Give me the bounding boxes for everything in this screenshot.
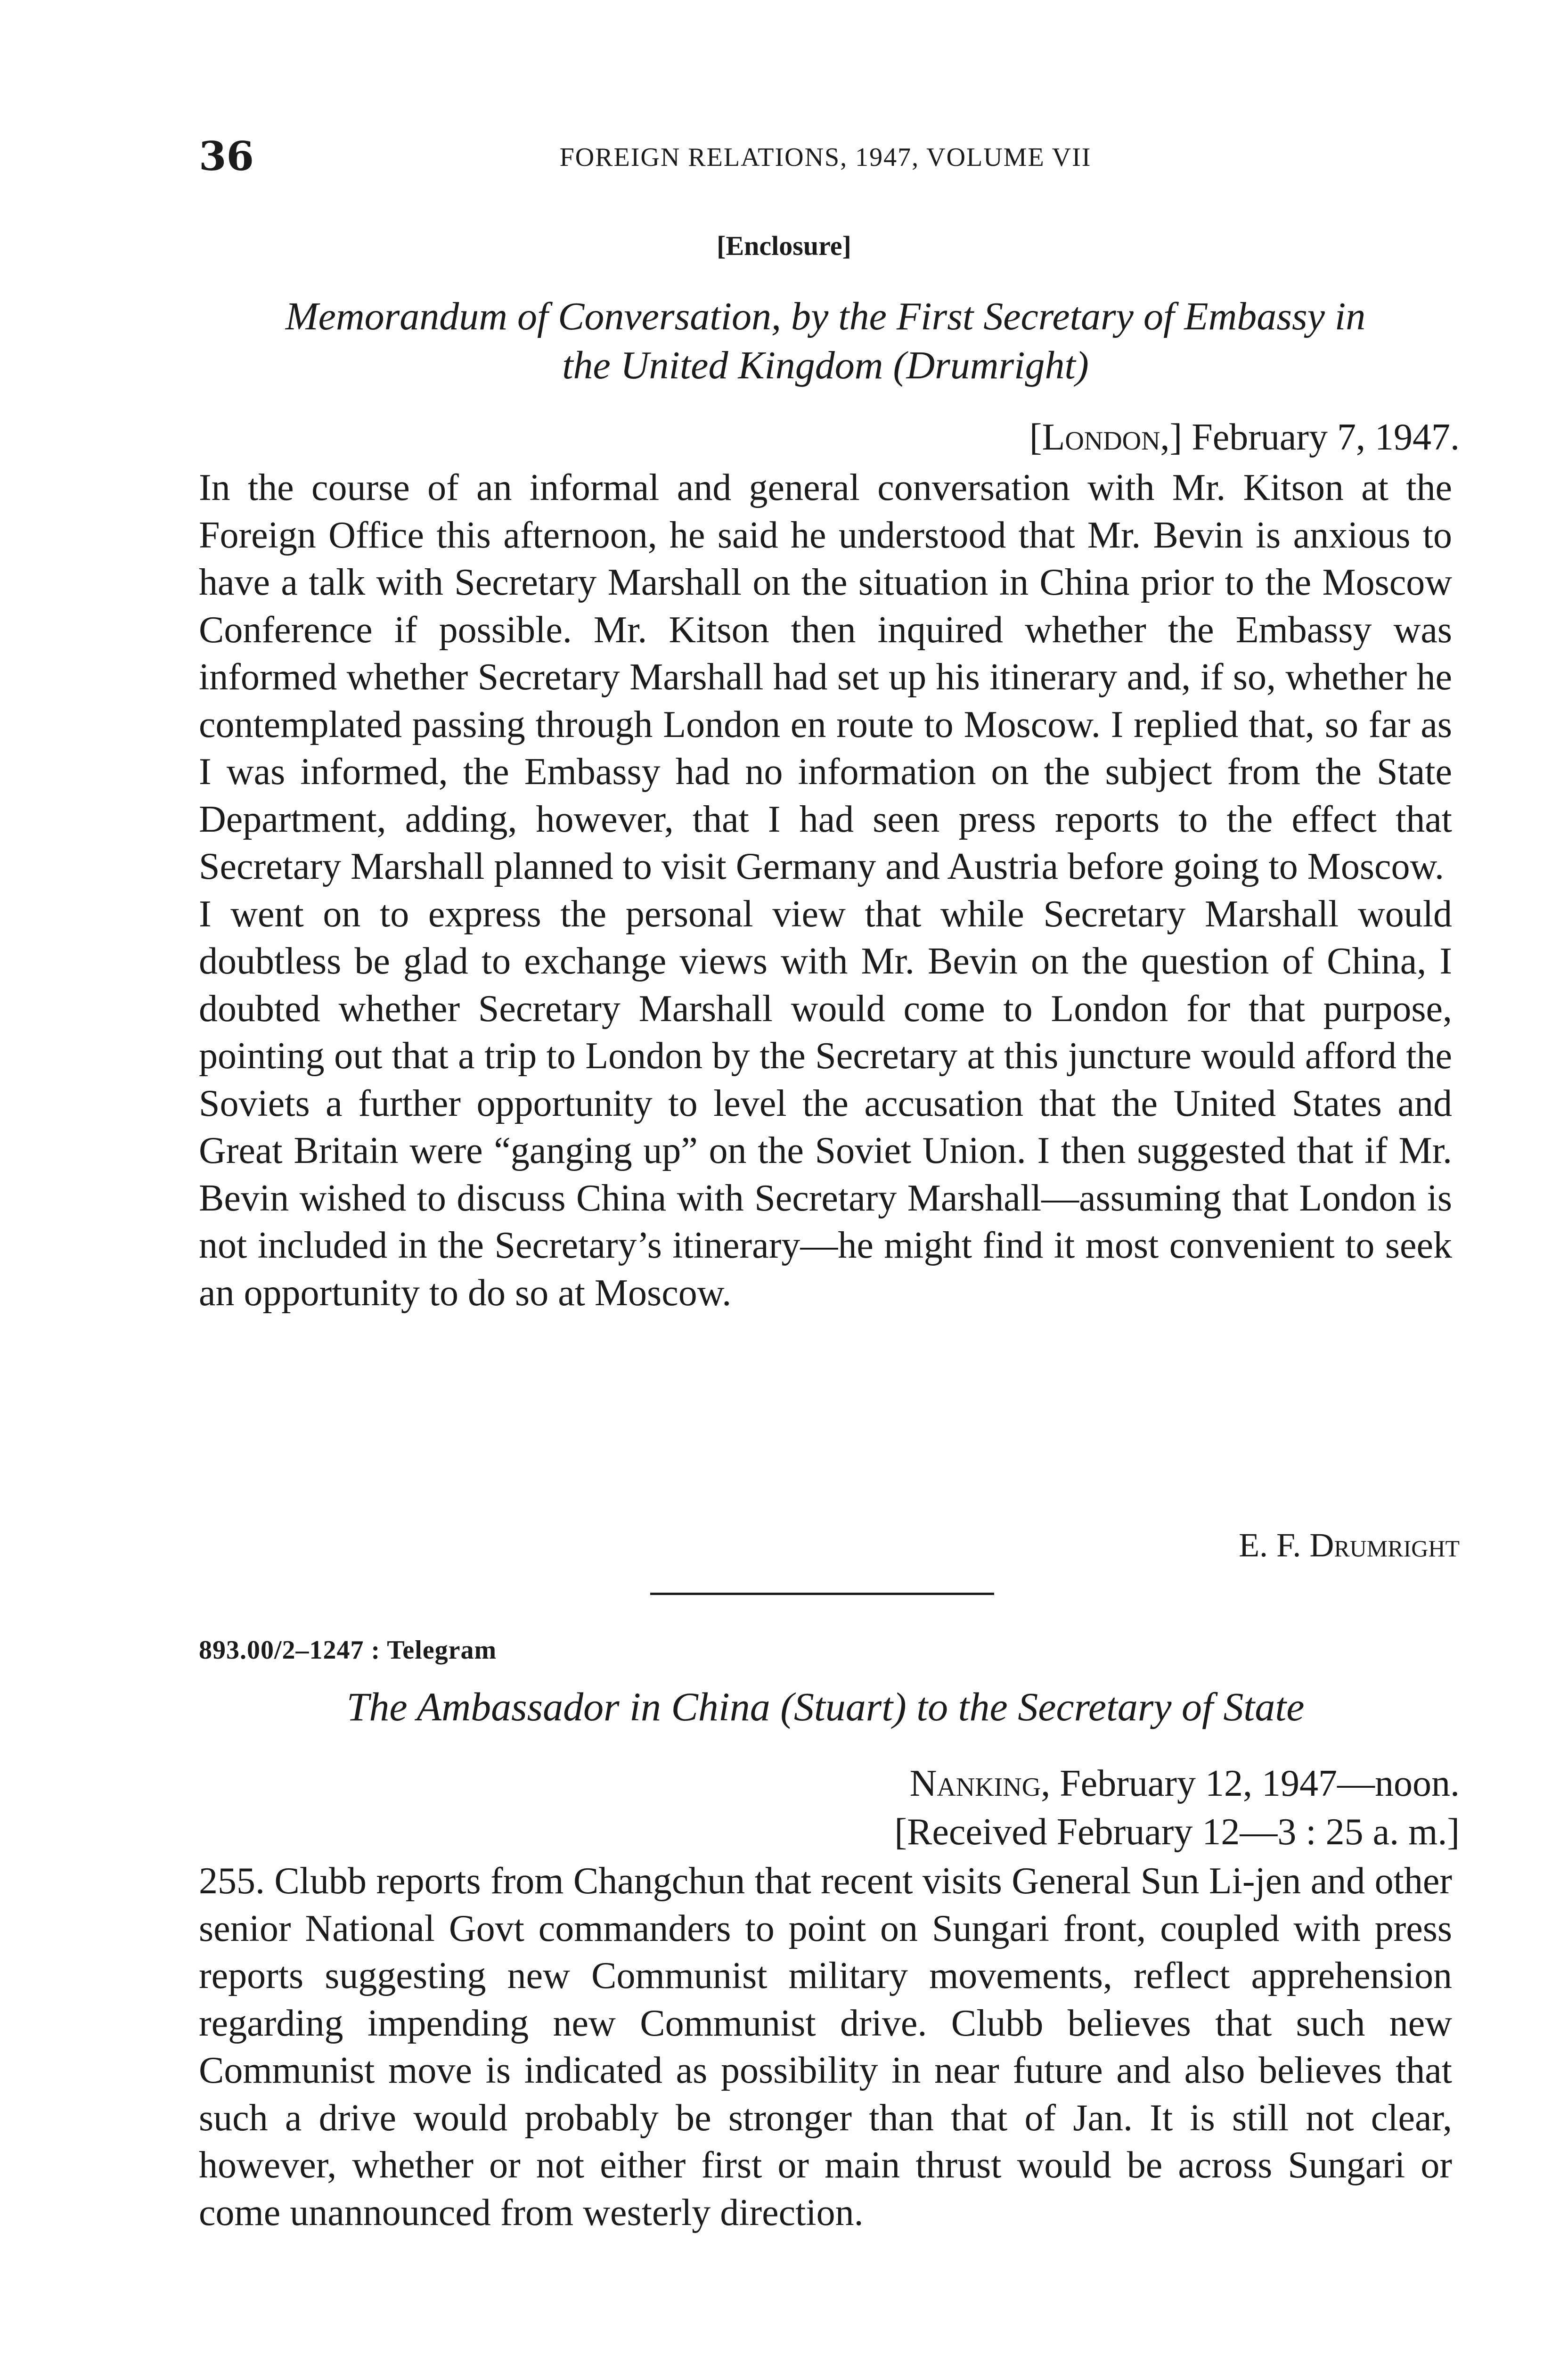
telegram-title: The Ambassador in China (Stuart) to the Secretary of State <box>346 1684 1305 1729</box>
file-reference: 893.00/2–1247 : Telegram <box>199 1636 497 1665</box>
running-head: FOREIGN RELATIONS, 1947, VOLUME VII <box>559 143 1092 172</box>
section-divider <box>650 1593 994 1595</box>
memorandum-title-line-2: the United Kingdom (Drumright) <box>562 344 1089 387</box>
memorandum-dateline <box>1029 414 1460 461</box>
received-line: [Received February 12—3 : 25 a. m.] <box>894 1811 1460 1853</box>
telegram-paragraph: 255. Clubb reports from Changchun that recent visits General Sun Li-jen and other senior National Govt commanders to point on Sungari front, coupled with press reports suggesting new Communist military movements, reflect apprehension regarding impending new Communist drive. Clubb believes that such new Communist move is indicated as possibility in near future and also believes that such a drive would probably be stronger than that of Jan. It is still not clear, however, whether or not either first or main thrust would be across Sungari or come unannounced from westerly direction. <box>199 1860 1452 2233</box>
memorandum-paragraph: I went on to express the personal view that while Secretary Marshall would doubtless be glad to exchange views with Mr. Bevin on the question of China, I doubted whether Secretary Marshall would come to London for that purpose, pointing out that a trip to London by the Secretary at this juncture would afford the Soviets a further opportunity to level the accusation that the United States and Great Britain were “ganging up” on the Soviet Union. I then suggested that if Mr. Bevin wished to discuss China with Secretary Marshall—assuming that London is not included in the Secretary’s itinerary—he might find it most convenient to seek an opportunity to do so at Moscow. <box>199 893 1452 1314</box>
dateline-date: February 7, 1947. <box>1192 417 1460 458</box>
telegram-body <box>199 1857 1452 2236</box>
memorandum-title <box>199 292 1452 390</box>
enclosure-label: [Enclosure] <box>717 230 851 261</box>
memorandum-title-line-1: Memorandum of Conversation, by the First Secretary of Embassy in <box>285 294 1366 338</box>
memorandum-paragraph: In the course of an informal and general conversation with Mr. Kitson at the Foreign Office this afternoon, he said he understood that Mr. Bevin is anxious to have a talk with Secretary Marshall on the situation in China prior to the Moscow Conference if possible. Mr. Kitson then inquired whether the Embassy was informed whether Secretary Marshall had set up his itinerary and, if so, whether he contemplated passing through London en route to Moscow. I replied that, so far as I was informed, the Embassy had no information on the subject from the State Department, adding, however, that I had seen press reports to the effect that Secretary Marshall planned to visit Germany and Austria before going to Moscow. <box>199 467 1452 887</box>
telegram-dateline <box>910 1760 1460 1807</box>
telegram-dateline-date: February 12, 1947—noon. <box>1060 1763 1460 1804</box>
memorandum-body <box>199 464 1452 1317</box>
page-number: 36 <box>199 133 254 180</box>
telegram-dateline-place: Nanking, <box>909 1763 1051 1804</box>
signature: E. F. Drumright <box>1239 1526 1460 1564</box>
dateline-place: [London,] <box>1029 417 1183 458</box>
page-header <box>199 133 1452 185</box>
